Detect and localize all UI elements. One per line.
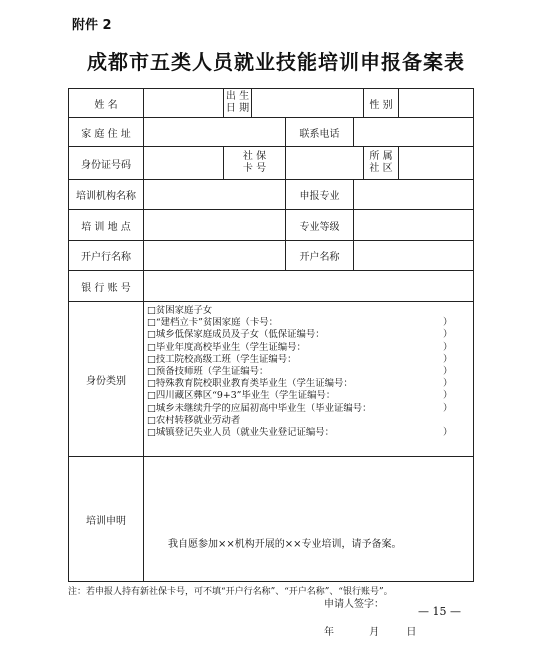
identity-option[interactable] xyxy=(147,378,473,390)
footnote: 注：若申报人持有新社保卡号，可不填“开户行名称”、“开户名称”、“银行账号”。 xyxy=(68,587,393,597)
statement-text: 我自愿参加××机构开展的××专业培训，请予备案。 xyxy=(168,539,402,550)
identity-option-text: □城镇登记失业人员（就业失业登记证编号： xyxy=(147,427,334,439)
major-level-label: 专业等级 xyxy=(286,210,354,241)
month-label: 月 xyxy=(369,627,380,638)
identity-option-text: □预备技师班（学生证编号： xyxy=(147,366,269,378)
bank-account-label: 银 行 账 号 xyxy=(69,271,144,302)
declared-major-field[interactable] xyxy=(354,180,474,210)
identity-option-text: □城乡低保家庭成员及子女（低保证编号： xyxy=(147,329,325,341)
identity-option-text: □四川藏区彝区“9+3”毕业生（学生证编号： xyxy=(147,390,336,402)
identity-option-close-paren: ） xyxy=(443,378,453,390)
year-label: 年 xyxy=(324,627,334,638)
gender-label: 性 别 xyxy=(364,89,399,118)
day-label: 日 xyxy=(406,627,417,638)
form-title: 成都市五类人员就业技能培训申报备案表 xyxy=(87,50,465,74)
bank-name-label: 开户行名称 xyxy=(69,241,144,271)
identity-option-close-paren: ） xyxy=(443,353,453,365)
training-org-field[interactable] xyxy=(144,180,286,210)
identity-option-text: □“建档立卡”贫困家庭（卡号： xyxy=(147,317,278,329)
identity-option[interactable] xyxy=(147,305,473,317)
declared-major-label: 申报专业 xyxy=(286,180,354,210)
id-number-field[interactable] xyxy=(144,147,224,180)
phone-field[interactable] xyxy=(354,118,474,147)
training-site-field[interactable] xyxy=(144,210,286,241)
identity-option-close-paren: ） xyxy=(443,329,453,341)
name-field[interactable] xyxy=(144,89,224,118)
signature-label: 申请人签字： xyxy=(324,599,384,610)
training-org-label: 培训机构名称 xyxy=(69,180,144,210)
identity-option-close-paren xyxy=(443,305,473,317)
social-card-label: 社 保 卡 号 xyxy=(224,147,286,180)
birth-date-label: 出 生 日 期 xyxy=(224,89,252,118)
training-site-label: 培 训 地 点 xyxy=(69,210,144,241)
community-label: 所 属 社 区 xyxy=(364,147,399,180)
address-label: 家 庭 住 址 xyxy=(69,118,144,147)
identity-option[interactable] xyxy=(147,427,473,439)
identity-type-options xyxy=(144,302,474,457)
name-label: 姓 名 xyxy=(69,89,144,118)
identity-option[interactable] xyxy=(147,390,473,402)
account-name-field[interactable] xyxy=(354,241,474,271)
gender-field[interactable] xyxy=(399,89,474,118)
identity-option[interactable] xyxy=(147,342,473,354)
identity-option-close-paren: ） xyxy=(443,317,453,329)
identity-option-text: □贫困家庭子女 xyxy=(147,305,213,316)
identity-option-close-paren: ） xyxy=(443,402,453,414)
account-name-label: 开户名称 xyxy=(286,241,354,271)
address-field[interactable] xyxy=(144,118,286,147)
identity-option[interactable] xyxy=(147,329,473,341)
bank-account-field[interactable] xyxy=(144,271,474,302)
id-number-label: 身份证号码 xyxy=(69,147,144,180)
identity-option[interactable] xyxy=(147,366,473,378)
identity-option-close-paren: ） xyxy=(443,390,453,402)
major-level-field[interactable] xyxy=(354,210,474,241)
identity-option-text: □毕业年度高校毕业生（学生证编号： xyxy=(147,341,306,353)
identity-option-close-paren: ） xyxy=(443,427,453,439)
identity-option-close-paren xyxy=(443,415,473,427)
birth-date-field[interactable] xyxy=(252,89,364,118)
identity-option-text: □技工院校高级工班（学生证编号： xyxy=(147,353,297,365)
attachment-label: 附件 2 xyxy=(72,18,112,33)
identity-option-close-paren: ） xyxy=(443,366,453,378)
bank-name-field[interactable] xyxy=(144,241,286,271)
identity-option[interactable] xyxy=(147,403,473,415)
identity-type-label: 身份类别 xyxy=(69,302,144,457)
identity-option-close-paren: ） xyxy=(443,341,453,353)
page-number: — 15 — xyxy=(418,605,461,618)
identity-option-text: □农村转移就业劳动者 xyxy=(147,414,241,426)
community-field[interactable] xyxy=(399,147,474,180)
identity-option[interactable] xyxy=(147,317,473,329)
identity-option-text: □特殊教育院校职业教育类毕业生（学生证编号： xyxy=(147,378,353,390)
date-line xyxy=(324,623,416,638)
identity-option[interactable] xyxy=(147,415,473,427)
identity-option-text: □城乡未继续升学的应届初高中毕业生（毕业证编号： xyxy=(147,402,372,414)
phone-label: 联系电话 xyxy=(286,118,354,147)
identity-option[interactable] xyxy=(147,354,473,366)
social-card-field[interactable] xyxy=(286,147,364,180)
statement-label: 培训申明 xyxy=(69,457,144,582)
